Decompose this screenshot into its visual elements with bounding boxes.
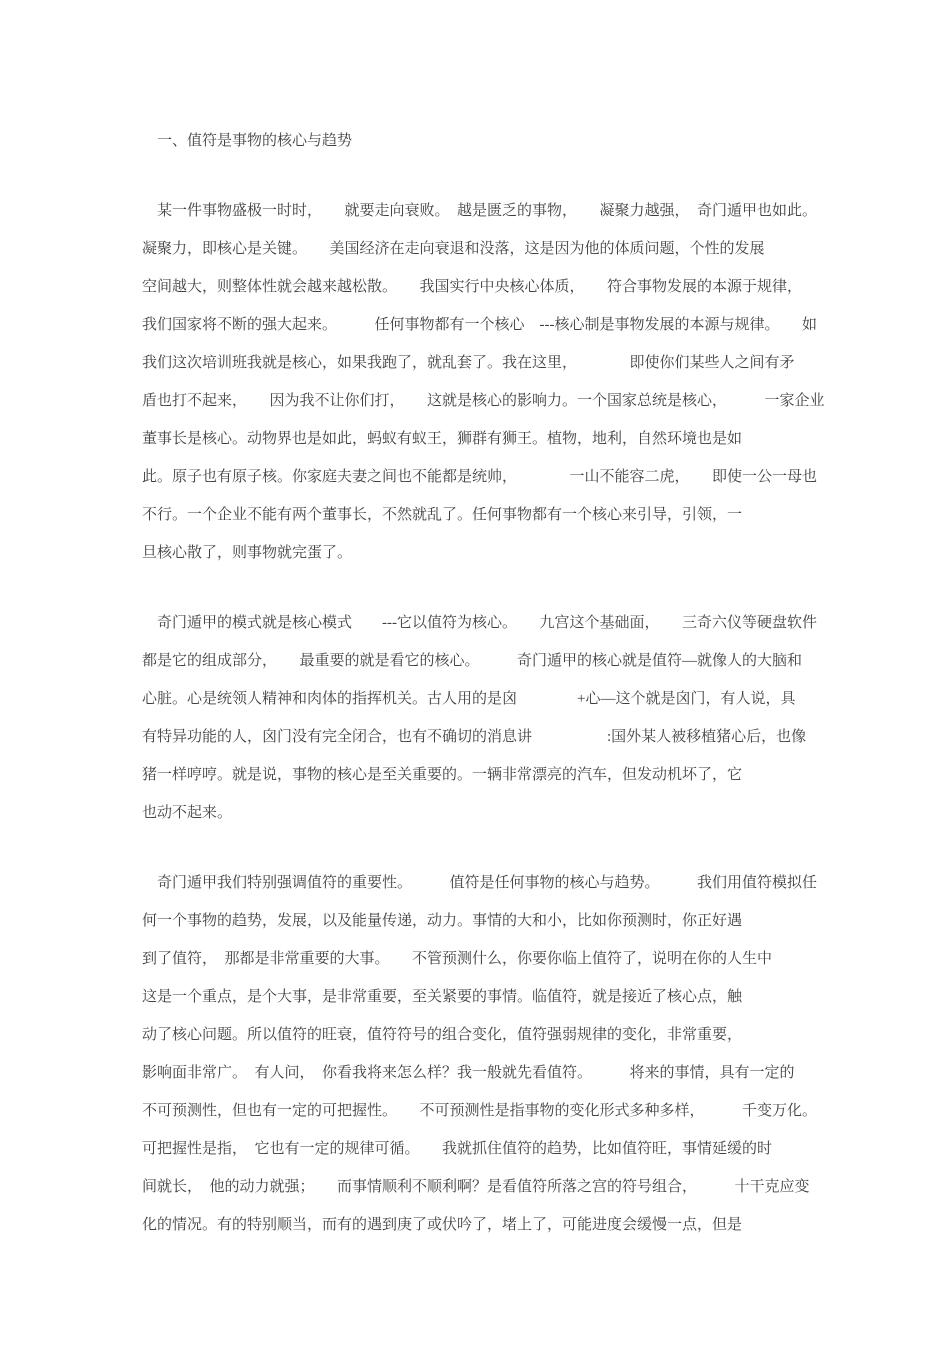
text-line: 我们这次培训班我就是核心，如果我跑了，就乱套了。我在这里， 即使你们某些人之间有矛: [142, 355, 795, 371]
text-line: 旦核心散了，则事物就完蛋了。: [142, 545, 353, 561]
text-line: 不行。一个企业不能有两个董事长，不然就乱了。任何事物都有一个核心来引导，引领，一: [142, 507, 743, 523]
text-line: 某一件事物盛极一时时， 就要走向衰败。 越是匮乏的事物， 凝聚力越强， 奇门遁甲也如此。: [157, 203, 818, 219]
text-line: 间就长， 他的动力就强； 而事情顺利不顺利啊？是看值符所落之宫的符号组合， 十干克应变: [142, 1179, 810, 1195]
text-line: 化的情况。有的特别顺当，而有的遇到庚了或伏吟了，堵上了，可能进度会缓慢一点，但是: [142, 1217, 743, 1233]
text-line: 到了值符， 那都是非常重要的大事。 不管预测什么，你要你临上值符了，说明在你的人生中: [142, 951, 773, 967]
text-line: 猪一样哼哼。就是说，事物的核心是至关重要的。一辆非常漂亮的汽车，但发动机坏了，它: [142, 767, 743, 783]
text-line: 动了核心问题。所以值符的旺衰，值符符号的组合变化，值符强弱规律的变化，非常重要，: [142, 1027, 743, 1043]
text-line: 不可预测性，但也有一定的可把握性。 不可预测性是指事物的变化形式多种多样， 千变万化。: [142, 1103, 818, 1119]
text-line: 何一个事物的趋势，发展，以及能量传递，动力。事情的大和小，比如你预测时，你正好遇: [142, 913, 743, 929]
paragraph-3: [142, 864, 818, 1244]
text-line: 都是它的组成部分， 最重要的就是看它的核心。 奇门遁甲的核心就是值符—就像人的大脑和: [142, 653, 803, 669]
paragraph-1: [142, 192, 825, 572]
text-line: 心脏。心是统领人精神和肉体的指挥机关。古人用的是囟 +心—这个就是囟门，有人说，具: [142, 691, 796, 707]
text-line: 奇门遁甲的模式就是核心模式 ---它以值符为核心。 九宫这个基础面， 三奇六仪等硬盘软件: [157, 615, 817, 631]
text-line: 也动不起来。: [142, 805, 233, 821]
text-line: 我们国家将不断的强大起来。 任何事物都有一个核心 ---核心制是事物发展的本源与规律。 如: [142, 317, 817, 333]
text-line: 盾也打不起来， 因为我不让你们打， 这就是核心的影响力。一个国家总统是核心， 一家企业: [142, 393, 825, 409]
text-line: 这是一个重点，是个大事，是非常重要，至关紧要的事情。临值符，就是接近了核心点，触: [142, 989, 743, 1005]
text-line: 董事长是核心。动物界也是如此，蚂蚁有蚁王，狮群有狮王。植物，地利，自然环境也是如: [142, 431, 743, 447]
section-heading: 一、值符是事物的核心与趋势: [157, 133, 353, 149]
text-line: 有特异功能的人，囟门没有完全闭合，也有不确切的消息讲 :国外某人被移植猪心后，也像: [142, 729, 807, 745]
text-line: 影响面非常广。 有人问， 你看我将来怎么样？我一般就先看值符。 将来的事情，具有一定的: [142, 1065, 795, 1081]
text-line: 可把握性是指， 它也有一定的规律可循。 我就抓住值符的趋势，比如值符旺，事情延缓的时: [142, 1141, 773, 1157]
text-line: 此。原子也有原子核。你家庭夫妻之间也不能都是统帅， 一山不能容二虎， 即使一公一母也: [142, 469, 818, 485]
paragraph-2: [142, 604, 817, 832]
text-line: 空间越大，则整体性就会越来越松散。 我国实行中央核心体质， 符合事物发展的本源于规律，: [142, 279, 803, 295]
text-line: 凝聚力，即核心是关键。 美国经济在走向衰退和没落，这是因为他的体质问题，个性的发展: [142, 241, 765, 257]
text-line: 奇门遁甲我们特别强调值符的重要性。 值符是任何事物的核心与趋势。 我们用值符模拟任: [157, 875, 818, 891]
